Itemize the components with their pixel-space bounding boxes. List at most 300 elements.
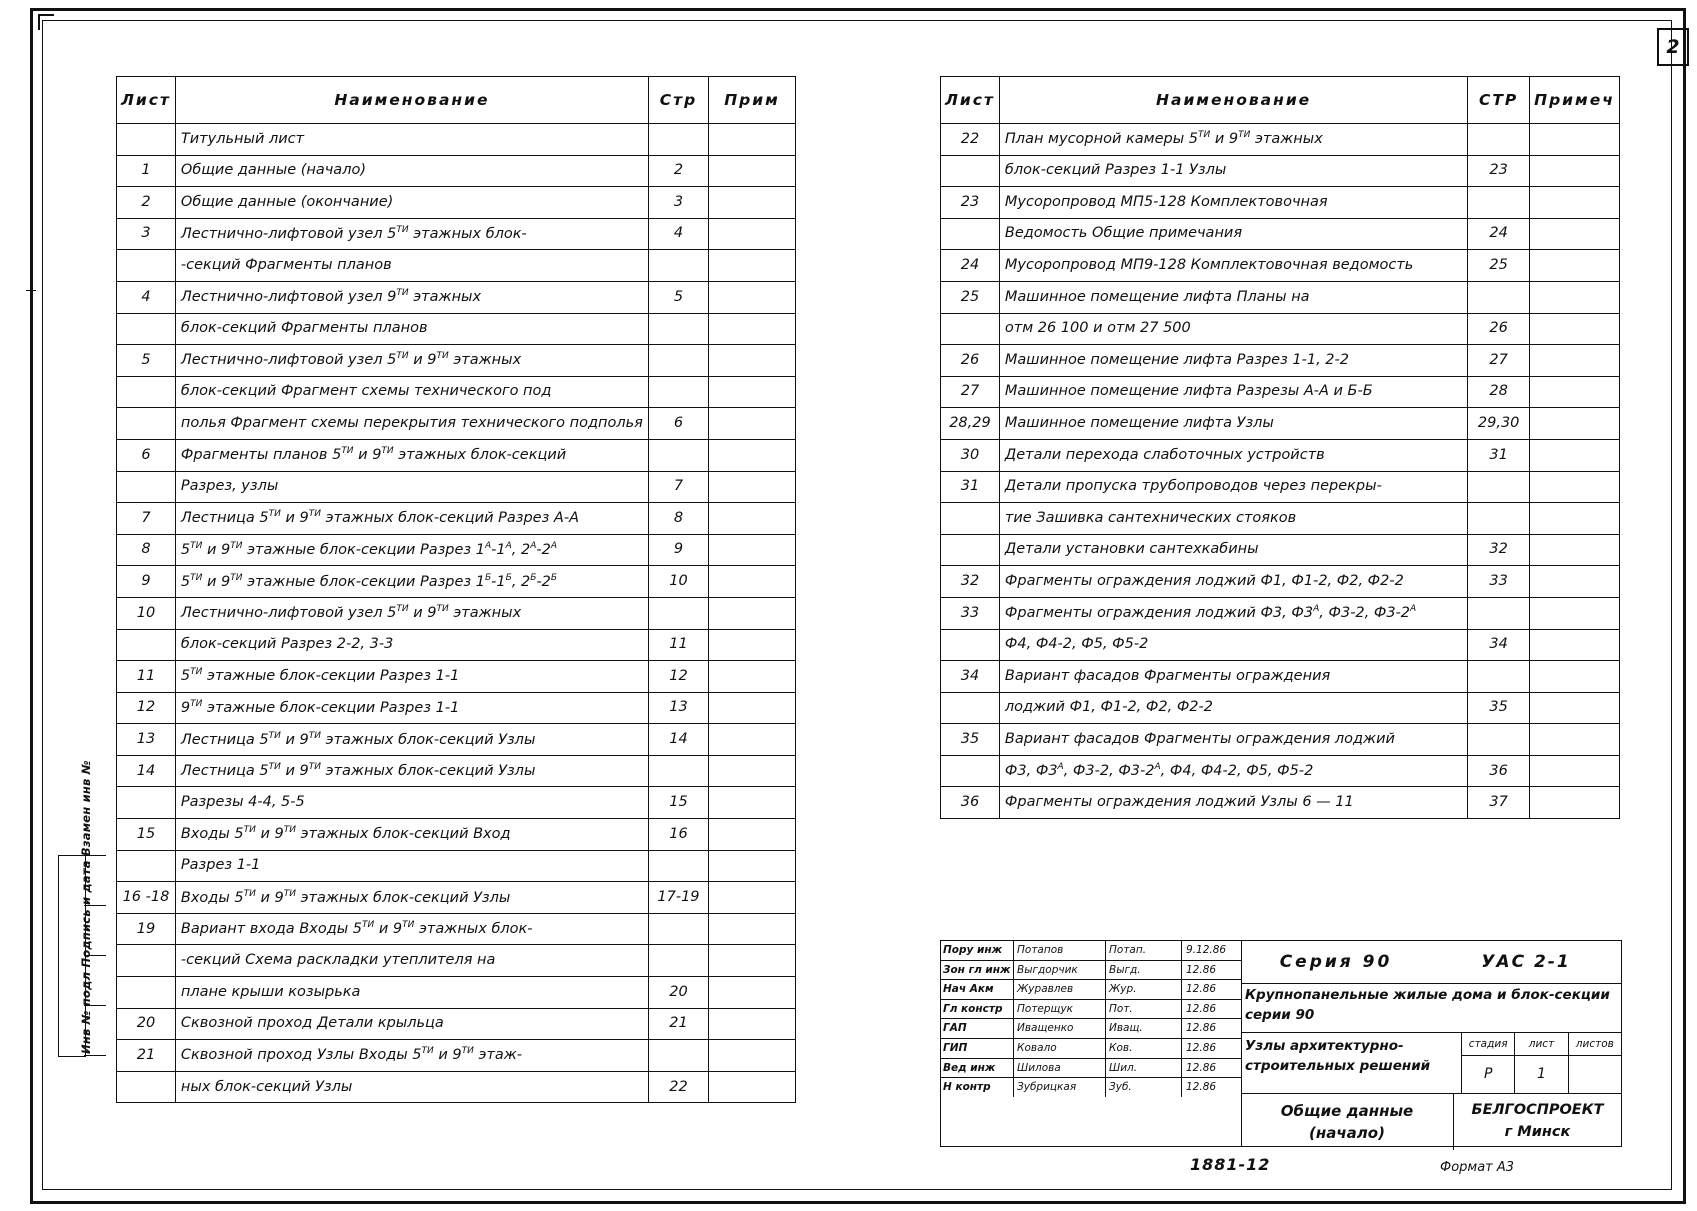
cell-sheet [117, 629, 176, 661]
cell-page: 37 [1468, 787, 1530, 819]
stage-value: Р [1462, 1056, 1515, 1093]
cell-sheet [941, 692, 1000, 724]
signature-role: Гл констр [941, 1000, 1014, 1019]
sheets-value [1569, 1056, 1621, 1093]
cell-page [648, 755, 708, 787]
table-row [117, 945, 796, 977]
cell-sheet [117, 1071, 176, 1103]
cell-name: блок-секций Фрагменты планов [175, 313, 648, 345]
cell-name: Фрагменты ограждения лоджий Ф1, Ф1-2, Ф2, Ф2-2 [999, 566, 1467, 598]
table-row [117, 124, 796, 156]
cell-page: 26 [1468, 313, 1530, 345]
table-row [117, 471, 796, 503]
table-row [941, 471, 1620, 503]
signature-role: ГИП [941, 1039, 1014, 1058]
sheet-header: лист [1515, 1033, 1568, 1055]
doc-title-line1: Общие данные [1280, 1101, 1414, 1120]
table-row [117, 218, 796, 250]
cell-sheet: 20 [117, 1008, 176, 1040]
table-row [941, 534, 1620, 566]
cell-sheet: 9 [117, 566, 176, 598]
cell-sheet: 3 [117, 218, 176, 250]
sheets-header: листов [1575, 1038, 1614, 1050]
cell-note [709, 187, 796, 219]
col-name: Наименование [999, 77, 1467, 124]
cell-sheet [941, 629, 1000, 661]
cell-page [1468, 597, 1530, 629]
cell-page: 36 [1468, 755, 1530, 787]
table-row [941, 629, 1620, 661]
cell-name: Лестнично-лифтовой узел $9^{ТИ}$ этажных [175, 281, 648, 313]
cell-page: 22 [648, 1071, 708, 1103]
cell-page [648, 376, 708, 408]
cell-sheet: 4 [117, 281, 176, 313]
signature-role: Зон гл инж [941, 961, 1014, 980]
cell-page [648, 1040, 708, 1072]
cell-sheet: 22 [941, 124, 1000, 156]
cell-sheet: 13 [117, 724, 176, 756]
cell-name: Общие данные (окончание) [175, 187, 648, 219]
col-sheet: Лист [117, 77, 176, 124]
table-row [941, 724, 1620, 756]
cell-page [648, 597, 708, 629]
table-row [117, 787, 796, 819]
cell-sheet [117, 250, 176, 282]
cell-page [648, 850, 708, 882]
signature-row [941, 1039, 1241, 1059]
cell-page: 35 [1468, 692, 1530, 724]
table-row [117, 439, 796, 471]
page-number: 2 [1657, 28, 1689, 66]
signature-name: Потапов [1014, 941, 1106, 960]
doc-title-row [1241, 1094, 1621, 1150]
cell-note [709, 408, 796, 440]
cell-page: 5 [648, 281, 708, 313]
cell-name: Лестница $5^{ТИ}$ и $9^{ТИ}$ этажных блок-секций Узлы [175, 755, 648, 787]
cell-name: Вариант фасадов Фрагменты ограждения лоджий [999, 724, 1467, 756]
cell-note [1529, 376, 1619, 408]
cell-note [709, 534, 796, 566]
cell-name: $5^{ТИ}$ и $9^{ТИ}$ этажные блок-секции Разрез $1^А-1^А$, $2^А-2^А$ [175, 534, 648, 566]
cell-note [709, 471, 796, 503]
table-row [117, 155, 796, 187]
signature-row [941, 961, 1241, 981]
table-row [117, 913, 796, 945]
cell-name: Фрагменты ограждения лоджий Ф3, $Ф3^А$, Ф3-2, $Ф3-2^А$ [999, 597, 1467, 629]
table-row [941, 155, 1620, 187]
signature-name: Выгдорчик [1014, 961, 1106, 980]
table-row [941, 755, 1620, 787]
table-row [941, 661, 1620, 693]
cell-page [648, 439, 708, 471]
col-page: Стр [648, 77, 708, 124]
cell-page: 11 [648, 629, 708, 661]
cell-sheet: 28,29 [941, 408, 1000, 440]
cell-page: 16 [648, 819, 708, 851]
cell-name: Детали пропуска трубопроводов через перекры- [999, 471, 1467, 503]
signature-mark: Жур. [1106, 980, 1182, 999]
cell-page [1468, 661, 1530, 693]
cell-name: Ф4, Ф4-2, Ф5, Ф5-2 [999, 629, 1467, 661]
cell-name: Машинное помещение лифта Разрезы А-А и Б-Б [999, 376, 1467, 408]
cell-note [709, 597, 796, 629]
table-row [117, 882, 796, 914]
signature-name: Шилова [1014, 1059, 1106, 1078]
cell-name: отм 26 100 и отм 27 500 [999, 313, 1467, 345]
cell-note [1529, 534, 1619, 566]
cell-sheet [117, 787, 176, 819]
section-row [1241, 1033, 1621, 1094]
cell-sheet: 32 [941, 566, 1000, 598]
cell-note [1529, 155, 1619, 187]
table-row [941, 345, 1620, 377]
table-row [117, 850, 796, 882]
signature-name: Иващенко [1014, 1019, 1106, 1038]
cell-page: 33 [1468, 566, 1530, 598]
table-row [117, 755, 796, 787]
cell-note [709, 250, 796, 282]
cell-page: 10 [648, 566, 708, 598]
object-title: Крупнопанельные жилые дома и блок-секции серии 90 [1241, 984, 1621, 1033]
cell-sheet: 19 [117, 913, 176, 945]
cell-name: блок-секций Разрез 2-2, 3-3 [175, 629, 648, 661]
cell-name: Лестница $5^{ТИ}$ и $9^{ТИ}$ этажных блок-секций Разрез А-А [175, 503, 648, 535]
table-row [941, 566, 1620, 598]
cell-page: 27 [1468, 345, 1530, 377]
signature-mark: Ков. [1106, 1039, 1182, 1058]
signature-table [941, 941, 1242, 1146]
table-row [117, 724, 796, 756]
cell-page: 7 [648, 471, 708, 503]
signature-role: Пору инж [941, 941, 1014, 960]
cell-note [709, 882, 796, 914]
cell-note [1529, 439, 1619, 471]
object-code: УАС 2-1 [1481, 952, 1571, 972]
table-row [117, 313, 796, 345]
cell-name: ных блок-секций Узлы [175, 1071, 648, 1103]
organization-name: БЕЛГОСПРОЕКТ [1471, 1102, 1604, 1119]
cell-sheet: 27 [941, 376, 1000, 408]
cell-note [709, 439, 796, 471]
corner-mark [38, 14, 54, 30]
signature-date: 9.12.86 [1186, 944, 1227, 956]
cell-note [1529, 471, 1619, 503]
side-stamp-ticks [84, 855, 106, 1055]
cell-page: 13 [648, 692, 708, 724]
cell-sheet: 5 [117, 345, 176, 377]
cell-note [709, 850, 796, 882]
cell-name: Разрезы 4-4, 5-5 [175, 787, 648, 819]
cell-name: $5^{ТИ}$ и $9^{ТИ}$ этажные блок-секции Разрез $1^Б-1^Б$, $2^Б-2^Б$ [175, 566, 648, 598]
table-row [117, 250, 796, 282]
cell-note [709, 281, 796, 313]
table-row [941, 313, 1620, 345]
signature-mark: Выгд. [1106, 961, 1182, 980]
cell-sheet [117, 376, 176, 408]
signature-date: 12.86 [1186, 1061, 1217, 1074]
cell-note [709, 313, 796, 345]
cell-sheet: 1 [117, 155, 176, 187]
cell-sheet: 35 [941, 724, 1000, 756]
cell-page [648, 250, 708, 282]
cell-name: Разрез 1-1 [175, 850, 648, 882]
cell-page: 6 [648, 408, 708, 440]
signature-date: 12.86 [1186, 983, 1217, 996]
cell-page: 29,30 [1468, 408, 1530, 440]
signature-row [941, 1019, 1241, 1039]
cell-name: -секций Фрагменты планов [175, 250, 648, 282]
cell-page: 12 [648, 661, 708, 693]
table-header-row [117, 77, 796, 124]
table-row [941, 503, 1620, 535]
cell-note [709, 819, 796, 851]
cell-name: Ф3, $Ф3^А$, Ф3-2, $Ф3-2^А$, Ф4, Ф4-2, Ф5, Ф5-2 [999, 755, 1467, 787]
cell-sheet: 12 [117, 692, 176, 724]
table-row [941, 597, 1620, 629]
table-row [117, 661, 796, 693]
cell-page: 15 [648, 787, 708, 819]
cell-name: Сквозной проход Узлы Входы $5^{ТИ}$ и $9^{ТИ}$ этаж- [175, 1040, 648, 1072]
edge-tick-mark [26, 290, 36, 291]
cell-name: Машинное помещение лифта Узлы [999, 408, 1467, 440]
table-row [117, 629, 796, 661]
signature-mark: Потап. [1106, 941, 1182, 960]
cell-note [1529, 281, 1619, 313]
table-header-row [941, 77, 1620, 124]
cell-note [709, 1040, 796, 1072]
table-row [117, 534, 796, 566]
signature-date: 12.86 [1186, 1041, 1217, 1054]
side-stamp [58, 760, 93, 1057]
cell-sheet: 21 [117, 1040, 176, 1072]
cell-name: Лестнично-лифтовой узел $5^{ТИ}$ и $9^{ТИ}$ этажных [175, 345, 648, 377]
organization-city: г Минск [1504, 1124, 1571, 1140]
cell-sheet: 30 [941, 439, 1000, 471]
table-row [941, 692, 1620, 724]
cell-page: 3 [648, 187, 708, 219]
cell-sheet [117, 977, 176, 1009]
cell-note [1529, 629, 1619, 661]
cell-page [1468, 124, 1530, 156]
col-sheet: Лист [941, 77, 1000, 124]
cell-note [1529, 787, 1619, 819]
cell-name: Разрез, узлы [175, 471, 648, 503]
cell-name: Титульный лист [175, 124, 648, 156]
cell-sheet: 24 [941, 250, 1000, 282]
cell-note [709, 503, 796, 535]
signature-role: Вед инж [941, 1059, 1014, 1078]
cell-note [709, 1071, 796, 1103]
cell-name: Входы $5^{ТИ}$ и $9^{ТИ}$ этажных блок-секций Узлы [175, 882, 648, 914]
cell-note [709, 218, 796, 250]
table-row [117, 597, 796, 629]
col-note: Примеч [1529, 77, 1619, 124]
signature-row [941, 1078, 1241, 1097]
cell-sheet [941, 218, 1000, 250]
cell-sheet: 25 [941, 281, 1000, 313]
table-row [117, 1040, 796, 1072]
cell-sheet: 23 [941, 187, 1000, 219]
cell-sheet: 14 [117, 755, 176, 787]
cell-page: 31 [1468, 439, 1530, 471]
series-row [1241, 941, 1621, 984]
col-page: СТР [1468, 77, 1530, 124]
cell-page: 17-19 [648, 882, 708, 914]
cell-note [709, 755, 796, 787]
cell-sheet [941, 313, 1000, 345]
cell-name: $9^{ТИ}$ этажные блок-секции Разрез 1-1 [175, 692, 648, 724]
cell-sheet: 8 [117, 534, 176, 566]
cell-page [1468, 281, 1530, 313]
cell-name: лоджий Ф1, Ф1-2, Ф2, Ф2-2 [999, 692, 1467, 724]
cell-page [1468, 724, 1530, 756]
cell-note [1529, 692, 1619, 724]
signature-role: Н контр [941, 1078, 1014, 1097]
cell-page: 28 [1468, 376, 1530, 408]
cell-name: Мусоропровод МП5-128 Комплектовочная [999, 187, 1467, 219]
cell-name: Детали установки сантехкабины [999, 534, 1467, 566]
cell-name: блок-секций Фрагмент схемы технического под [175, 376, 648, 408]
cell-note [709, 692, 796, 724]
cell-name: Входы $5^{ТИ}$ и $9^{ТИ}$ этажных блок-секций Вход [175, 819, 648, 851]
table-row [117, 1071, 796, 1103]
cell-note [1529, 124, 1619, 156]
table-row [941, 376, 1620, 408]
cell-page: 34 [1468, 629, 1530, 661]
cell-note [709, 913, 796, 945]
cell-page: 32 [1468, 534, 1530, 566]
cell-note [1529, 597, 1619, 629]
cell-page: 9 [648, 534, 708, 566]
cell-note [1529, 250, 1619, 282]
cell-name: Вариант входа Входы $5^{ТИ}$ и $9^{ТИ}$ этажных блок- [175, 913, 648, 945]
signature-mark: Зуб. [1106, 1078, 1182, 1097]
table-row [117, 692, 796, 724]
cell-page [648, 945, 708, 977]
cell-sheet: 31 [941, 471, 1000, 503]
table-row [117, 408, 796, 440]
table-row [941, 281, 1620, 313]
cell-note [709, 977, 796, 1009]
col-name: Наименование [175, 77, 648, 124]
cell-page: 14 [648, 724, 708, 756]
cell-sheet [941, 534, 1000, 566]
cell-note [709, 345, 796, 377]
cell-note [1529, 755, 1619, 787]
contents-table-right [940, 76, 1620, 819]
table-row [117, 977, 796, 1009]
cell-sheet: 36 [941, 787, 1000, 819]
cell-page: 24 [1468, 218, 1530, 250]
cell-note [709, 787, 796, 819]
cell-page: 20 [648, 977, 708, 1009]
cell-sheet [941, 155, 1000, 187]
cell-note [709, 566, 796, 598]
cell-page [1468, 503, 1530, 535]
stage-header: стадия [1462, 1033, 1515, 1055]
cell-name: Фрагменты планов $5^{ТИ}$ и $9^{ТИ}$ этажных блок-секций [175, 439, 648, 471]
cell-sheet [117, 471, 176, 503]
table-row [117, 187, 796, 219]
signature-row [941, 1059, 1241, 1079]
series-label: Серия 90 [1279, 952, 1393, 972]
cell-note [1529, 408, 1619, 440]
cell-name: Лестница $5^{ТИ}$ и $9^{ТИ}$ этажных блок-секций Узлы [175, 724, 648, 756]
cell-note [709, 724, 796, 756]
table-row [941, 124, 1620, 156]
cell-page: 8 [648, 503, 708, 535]
cell-page: 4 [648, 218, 708, 250]
cell-note [1529, 187, 1619, 219]
cell-page: 21 [648, 1008, 708, 1040]
signature-row [941, 1000, 1241, 1020]
cell-note [1529, 345, 1619, 377]
cell-sheet [941, 503, 1000, 535]
cell-sheet: 16 -18 [117, 882, 176, 914]
cell-page: 23 [1468, 155, 1530, 187]
signature-name: Ковало [1014, 1039, 1106, 1058]
signature-name: Журавлев [1014, 980, 1106, 999]
cell-note [1529, 724, 1619, 756]
cell-sheet: 10 [117, 597, 176, 629]
cell-sheet: 6 [117, 439, 176, 471]
cell-note [1529, 218, 1619, 250]
cell-name: Лестнично-лифтовой узел $5^{ТИ}$ и $9^{ТИ}$ этажных [175, 597, 648, 629]
cell-name: Детали перехода слаботочных устройств [999, 439, 1467, 471]
cell-page: 2 [648, 155, 708, 187]
cell-page [648, 913, 708, 945]
table-row [117, 376, 796, 408]
table-row [941, 787, 1620, 819]
cell-note [1529, 566, 1619, 598]
sheet-value: 1 [1515, 1056, 1568, 1093]
cell-note [1529, 503, 1619, 535]
signature-date: 12.86 [1186, 963, 1217, 976]
side-stamp-label: Инв № подл Подпись и дата Взамен инв № [79, 760, 93, 1054]
cell-note [1529, 313, 1619, 345]
signature-date: 12.86 [1186, 1081, 1217, 1094]
cell-note [709, 1008, 796, 1040]
cell-page: 25 [1468, 250, 1530, 282]
doc-title-line2: (начало) [1309, 1124, 1385, 1142]
table-row [117, 345, 796, 377]
cell-sheet [941, 755, 1000, 787]
cell-name: План мусорной камеры $5^{ТИ}$ и $9^{ТИ}$ этажных [999, 124, 1467, 156]
cell-name: тие Зашивка сантехнических стояков [999, 503, 1467, 535]
stage-table [1462, 1033, 1621, 1093]
table-row [117, 1008, 796, 1040]
table-row [941, 439, 1620, 471]
table-row [941, 187, 1620, 219]
table-row [117, 281, 796, 313]
cell-page [1468, 187, 1530, 219]
signature-row [941, 941, 1241, 961]
cell-sheet [117, 945, 176, 977]
cell-name: Общие данные (начало) [175, 155, 648, 187]
table-row [941, 250, 1620, 282]
table-row [117, 503, 796, 535]
cell-sheet: 34 [941, 661, 1000, 693]
signature-mark: Шил. [1106, 1059, 1182, 1078]
signature-role: Нач Акм [941, 980, 1014, 999]
cell-sheet [117, 408, 176, 440]
cell-name: Машинное помещение лифта Разрез 1-1, 2-2 [999, 345, 1467, 377]
cell-sheet [117, 313, 176, 345]
cell-page [648, 124, 708, 156]
document-code: 1881-12 [1190, 1155, 1271, 1174]
cell-note [709, 155, 796, 187]
signature-date: 12.86 [1186, 1022, 1217, 1035]
